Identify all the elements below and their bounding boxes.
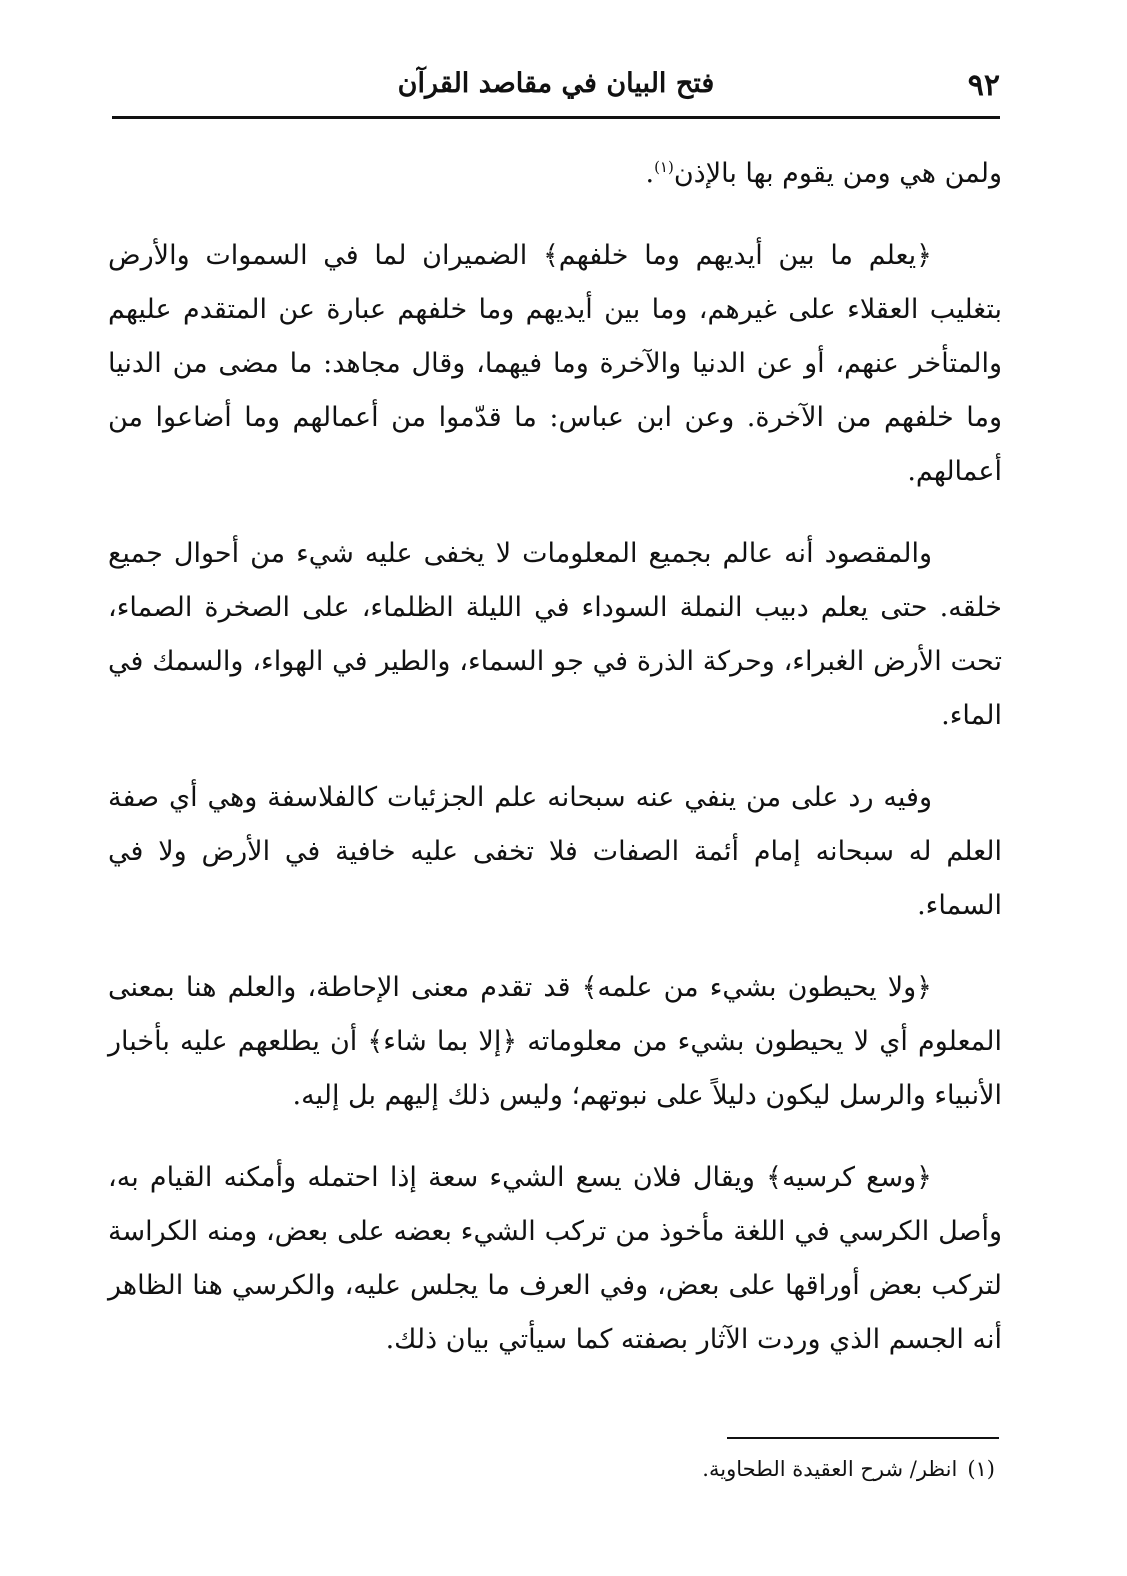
footnote (135, 1452, 995, 1486)
paragraph-text: ولمن هي ومن يقوم بها بالإذن (673, 158, 1002, 189)
paragraph: ﴿ولا يحيطون بشيء من علمه﴾ قد تقدم معنى الإحاطة، والعلم هنا بمعنى المعلوم أي لا يحيطون بشيء من معلوماته ﴿إلا بما شاء﴾ أن يطلعهم عليه بأخبار الأنبياء والرسل ليكون دليلاً على نبوتهم؛ وليس ذلك إليهم بل إليه. (108, 972, 1002, 1111)
footnote-text: انظر/ شرح العقيدة الطحاوية. (702, 1457, 958, 1481)
footnote-reference: (١) (654, 158, 674, 176)
page-header (112, 62, 1000, 119)
running-title: فتح البيان في مقاصد القرآن (397, 68, 715, 99)
paragraph: ﴿يعلم ما بين أيديهم وما خلفهم﴾ الضميران لما في السموات والأرض بتغليب العقلاء على غيرهم، وما بين أيديهم وما خلفهم عبارة عن المتقدم عليهم والمتأخر عنهم، أو عن الدنيا والآخرة وما فيهما، وقال مجاهد: ما مضى من الدنيا وما خلفهم من الآخرة. وعن ابن عباس: ما قدّموا من أعمالهم وما أضاعوا من أعمالهم. (108, 240, 1002, 487)
main-text (108, 140, 1002, 1395)
paragraph: ﴿وسع كرسيه﴾ ويقال فلان يسع الشيء سعة إذا احتمله وأمكنه القيام به، وأصل الكرسي في اللغة مأخوذ من تركب الشيء بعضه على بعض، ومنه الكراسة لتركب بعض أوراقها على بعض، وفي العرف ما يجلس عليه، والكرسي هنا الظاهر أنه الجسم الذي وردت الآثار بصفته كما سيأتي بيان ذلك. (108, 1162, 1002, 1355)
footnote-marker: (١) (967, 1457, 995, 1481)
page-number: ٩٢ (967, 68, 1000, 103)
paragraph-tail: . (645, 158, 655, 189)
footnote-divider (727, 1437, 999, 1439)
paragraph: وفيه رد على من ينفي عنه سبحانه علم الجزئيات كالفلاسفة وهي أي صفة العلم له سبحانه إمام أئمة الصفات فلا تخفى عليه خافية في الأرض ولا في السماء. (108, 782, 1002, 921)
paragraph (108, 140, 1002, 201)
paragraph: والمقصود أنه عالم بجميع المعلومات لا يخفى عليه شيء من أحوال جميع خلقه. حتى يعلم دبيب النملة السوداء في الليلة الظلماء، على الصخرة الصماء، تحت الأرض الغبراء، وحركة الذرة في جو السماء، والطير في الهواء، والسمك في الماء. (108, 538, 1002, 731)
